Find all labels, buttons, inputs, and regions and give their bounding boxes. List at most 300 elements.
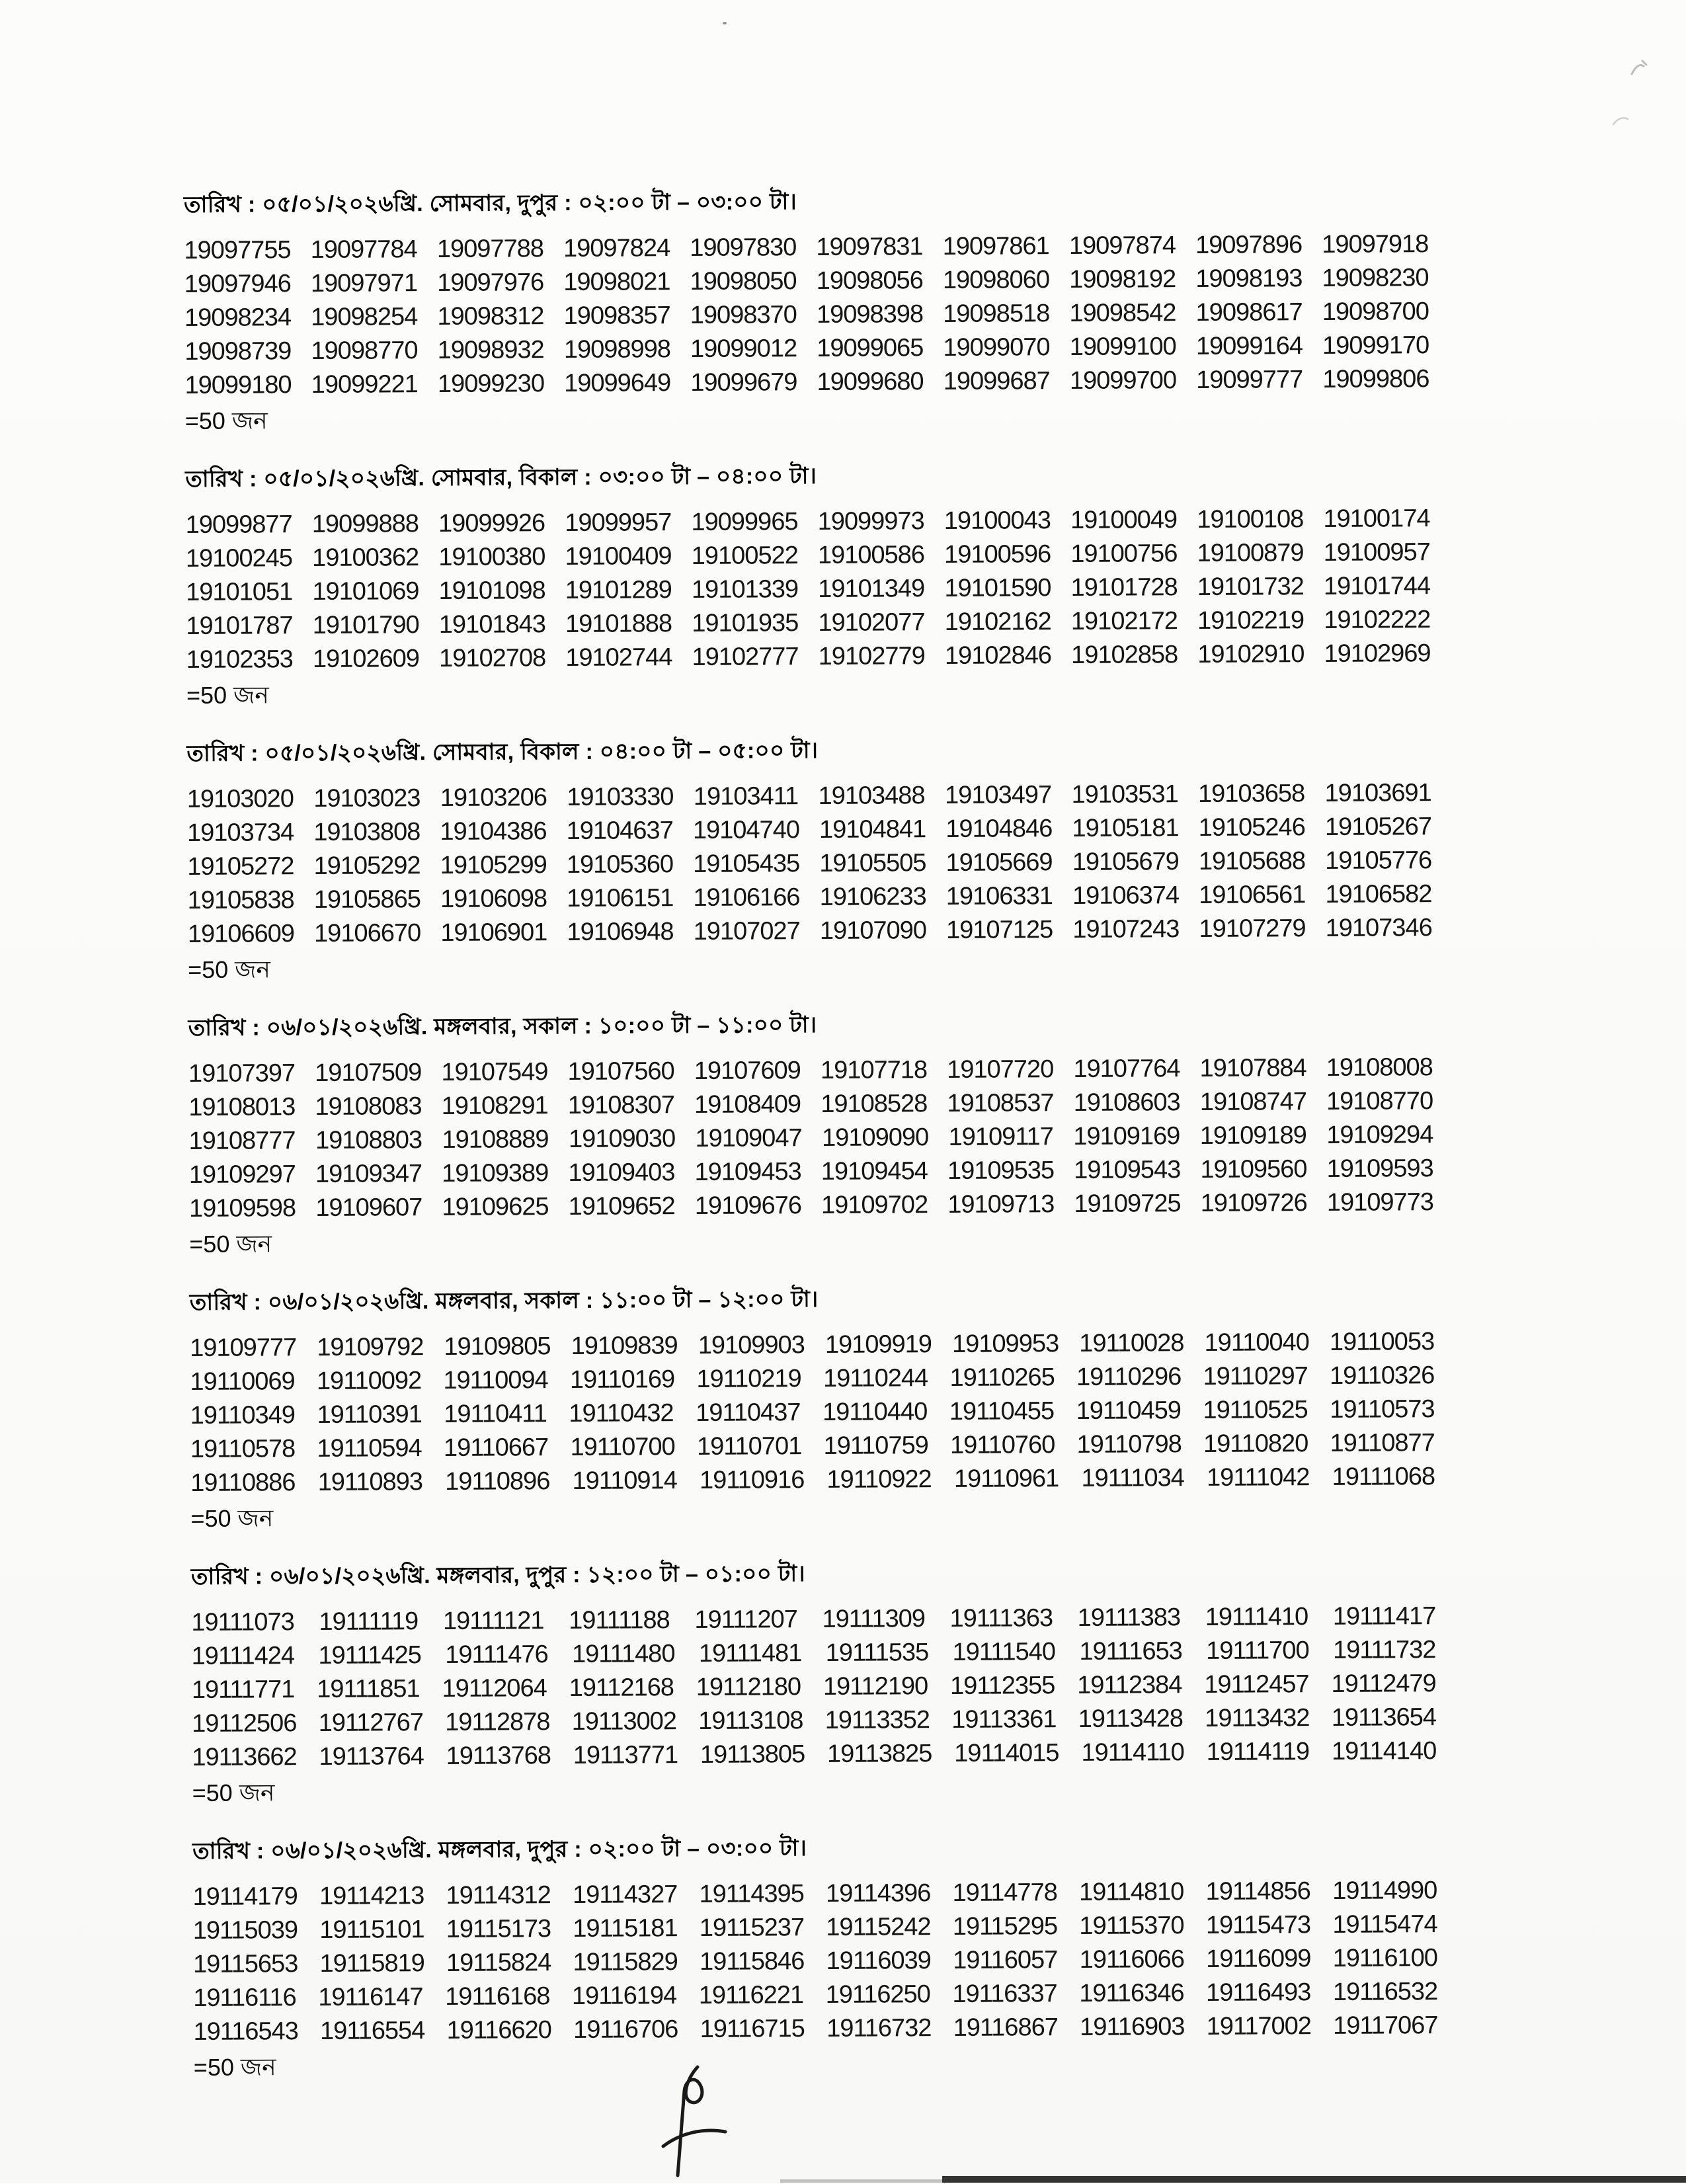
roll-number: 19109453 [694,1158,801,1186]
roll-number: 19112355 [949,1672,1055,1700]
roll-number: 19106151 [567,884,674,912]
roll-number: 19116493 [1205,1978,1311,2007]
roll-number: 19103497 [944,781,1052,809]
roll-number: 19109903 [698,1331,805,1359]
roll-number: 19110701 [696,1432,802,1461]
roll-number: 19098234 [184,303,292,332]
roll-number: 19101888 [565,610,672,638]
schedule-block-list [184,184,1438,2111]
roll-number: 19110092 [316,1367,422,1395]
roll-number: 19111535 [825,1638,929,1667]
roll-number: 19107884 [1199,1054,1306,1082]
roll-number: 19102846 [944,641,1052,670]
roll-number: 19100756 [1070,540,1178,568]
roll-number: 19109389 [442,1159,549,1188]
roll-number: 19098056 [816,266,923,295]
roll-number: 19116168 [445,1982,550,2011]
roll-number: 19098932 [437,336,544,364]
roll-number: 19109773 [1326,1188,1434,1217]
roll-number: 19114856 [1205,1877,1310,1906]
roll-number: 19098370 [690,301,797,329]
roll-number: 19116221 [698,1981,804,2009]
roll-number: 19112506 [192,1709,297,1738]
roll-number: 19107609 [694,1057,801,1085]
roll-number: 19114810 [1078,1878,1184,1906]
roll-number: 19101787 [186,612,293,640]
roll-number: 19112180 [696,1673,801,1701]
roll-number: 19109839 [571,1332,678,1360]
roll-number: 19115370 [1079,1912,1184,1940]
roll-number: 19099230 [437,370,545,398]
roll-number: 19108747 [1199,1088,1307,1116]
roll-number: 19102219 [1197,606,1305,635]
roll-number: 19111424 [191,1642,295,1670]
roll-number: 19115237 [699,1914,805,1942]
roll-number: 19109297 [188,1160,296,1189]
roll-number: 19107718 [820,1056,928,1084]
roll-number: 19115474 [1332,1910,1437,1939]
roll-number: 19116066 [1079,1945,1184,1974]
block-header-date-time: তারিখ : ০৬/০১/২০২৬খ্রি. মঙ্গলবার, সকাল : ১০:০০ টা – ১১:০০ টা। [188,1012,817,1041]
roll-number: 19101098 [438,577,545,605]
roll-number: 19108777 [188,1127,296,1155]
roll-number: 19097946 [184,270,291,298]
roll-number: 19109169 [1073,1122,1180,1151]
roll-number: 19114990 [1332,1877,1437,1905]
roll-number: 19108803 [315,1126,422,1154]
roll-number: 19116099 [1206,1945,1311,1973]
schedule-block [186,733,1432,985]
scan-speck [723,22,727,24]
roll-number-row [193,2009,1437,2049]
roll-number: 19109117 [948,1123,1053,1151]
roll-number: 19100245 [185,544,293,573]
roll-number: 19110798 [1076,1430,1182,1459]
roll-number: 19108889 [442,1125,549,1154]
roll-number: 19111481 [698,1639,802,1668]
roll-number: 19100879 [1197,539,1304,567]
roll-number: 19102353 [186,645,293,674]
roll-number: 19114140 [1331,1737,1437,1765]
roll-number: 19113361 [951,1705,1057,1734]
roll-number: 19115039 [192,1916,298,1945]
roll-number: 19115653 [192,1950,298,1978]
scan-edge-shadow [780,2179,945,2183]
roll-number: 19110896 [445,1467,550,1496]
roll-number: 19098518 [943,300,1050,328]
roll-number: 19103206 [440,784,547,812]
schedule-block [191,1556,1437,1808]
roll-number: 19110411 [444,1400,547,1428]
roll-number: 19097831 [816,233,923,261]
roll-number: 19110914 [572,1467,677,1495]
roll-number: 19101289 [565,576,672,604]
roll-number: 19109294 [1326,1121,1433,1149]
roll-number: 19111034 [1081,1464,1184,1492]
roll-number: 19110437 [696,1398,801,1427]
roll-number: 19104841 [819,815,926,844]
roll-number: 19110244 [823,1364,928,1393]
roll-number: 19110667 [443,1434,549,1462]
roll-number: 19099221 [311,370,418,399]
roll-number: 19108291 [441,1092,548,1120]
roll-number: 19110525 [1203,1396,1308,1424]
roll-number-row [188,911,1432,951]
block-header-date-time: তারিখ : ০৫/০১/২০২৬খ্রি. সোমবার, বিকাল : ০৪:০০ টা – ০৫:০০ টা। [186,737,819,766]
roll-number: 19115819 [319,1949,424,1978]
roll-number: 19114119 [1206,1738,1310,1766]
roll-number: 19107346 [1325,914,1432,942]
roll-number: 19110432 [569,1399,674,1428]
roll-number: 19113764 [319,1742,424,1771]
roll-number: 19116903 [1080,2013,1185,2041]
roll-number: 19111207 [694,1605,797,1634]
roll-number: 19098617 [1195,298,1303,327]
schedule-block [185,458,1431,710]
roll-number-row [190,1460,1435,1500]
roll-number: 19116337 [952,1980,1057,2008]
roll-number: 19106901 [440,918,547,947]
roll-number: 19103808 [313,818,421,846]
roll-number: 19108013 [188,1093,296,1121]
block-header-date-time: তারিখ : ০৬/০১/২০২৬খ্রি. মঙ্গলবার, সকাল : ১১:০০ টা – ১২:০০ টা। [189,1286,819,1315]
roll-number: 19114015 [954,1739,1059,1767]
roll-number: 19111119 [319,1607,419,1636]
roll-number: 19104386 [440,817,547,846]
roll-number: 19114396 [825,1879,931,1908]
roll-number: 19116732 [826,2014,932,2042]
roll-number: 19113805 [700,1740,805,1769]
roll-number: 19115242 [826,1913,931,1941]
roll-number: 19116532 [1332,1978,1438,2006]
roll-number: 19107509 [315,1059,422,1087]
roll-number: 19112878 [445,1708,550,1736]
roll-number: 19117002 [1206,2012,1312,2041]
roll-number: 19115181 [573,1914,678,1943]
roll-number: 19113825 [826,1740,932,1768]
roll-number: 19097976 [437,268,544,297]
block-total-count: =50 জন [190,1504,274,1532]
roll-number: 19100380 [438,543,545,571]
roll-number: 19113654 [1331,1703,1437,1732]
roll-number: 19111653 [1079,1637,1182,1666]
roll-number: 19114312 [446,1881,551,1910]
roll-number: 19099777 [1196,366,1303,394]
roll-number: 19100586 [817,541,925,569]
roll-number: 19111417 [1332,1602,1436,1631]
roll-number: 19105360 [566,850,674,879]
roll-number: 19102172 [1070,607,1178,635]
roll-number: 19111851 [317,1675,420,1703]
roll-number: 19111540 [952,1638,1056,1666]
roll-number: 19110440 [822,1398,928,1426]
roll-number: 19097830 [690,233,797,262]
roll-number: 19105272 [187,852,294,881]
roll-number: 19102777 [692,643,799,671]
roll-number: 19106948 [567,918,674,946]
roll-number: 19115846 [699,1947,805,1976]
roll-number: 19104637 [566,817,673,845]
roll-number: 19097896 [1195,231,1303,259]
roll-number: 19098193 [1195,264,1303,293]
block-header-date-time: তারিখ : ০৬/০১/২০২৬খ্রি. মঙ্গলবার, দুপুর : ১২:০০ টা – ০১:০০ টা। [190,1561,806,1590]
roll-number: 19101069 [312,577,419,606]
roll-number: 19111410 [1205,1603,1308,1631]
roll-number: 19098739 [184,337,292,366]
pencil-mark [1607,106,1633,132]
roll-number: 19105669 [945,848,1053,877]
roll-number: 19105688 [1198,847,1306,875]
roll-number: 19110700 [570,1433,675,1461]
roll-number: 19104846 [945,815,1053,843]
roll-number: 19116057 [953,1946,1058,1974]
roll-number: 19107027 [693,917,800,946]
roll-number: 19099164 [1195,332,1303,360]
roll-number: 19106331 [945,882,1053,910]
roll-number: 19110094 [443,1366,548,1395]
roll-number: 19110893 [317,1468,423,1496]
roll-number: 19099012 [690,335,797,363]
roll-number: 19113108 [698,1707,803,1735]
roll-number: 19113771 [573,1741,678,1769]
roll-number: 19109543 [1074,1156,1181,1184]
roll-number: 19097784 [310,235,417,264]
block-header-date-time: তারিখ : ০৫/০১/২০২৬খ্রি. সোমবার, বিকাল : ০৩:০০ টা – ০৪:০০ টা। [185,463,817,492]
roll-number: 19108603 [1073,1088,1180,1117]
roll-number: 19101935 [692,609,799,637]
roll-number: 19109805 [444,1332,551,1361]
roll-number: 19098060 [942,266,1050,294]
roll-number: 19109625 [442,1193,549,1221]
roll-number: 19111732 [1332,1636,1436,1664]
roll-number: 19109726 [1200,1189,1307,1217]
roll-number: 19099877 [185,510,292,539]
block-total-count: =50 জন [184,407,268,434]
pencil-mark [1626,54,1653,81]
roll-number: 19110886 [190,1469,296,1497]
roll-number: 19109560 [1200,1155,1307,1184]
roll-number: 19106166 [693,883,800,912]
roll-number: 19099679 [690,368,797,397]
roll-number: 19108409 [694,1090,801,1119]
roll-number: 19098312 [437,302,544,331]
roll-number: 19110573 [1330,1395,1435,1424]
roll-number: 19116867 [953,2013,1059,2042]
roll-number: 19099965 [691,508,798,536]
roll-number: 19115101 [319,1916,424,1944]
roll-number: 19115173 [446,1915,551,1943]
roll-number: 19114327 [572,1881,678,1909]
roll-number: 19111383 [1077,1603,1181,1632]
roll-number: 19111771 [191,1676,295,1704]
roll-number: 19099065 [817,334,924,362]
roll-number: 19110219 [696,1365,801,1393]
roll-number-row [184,362,1429,403]
roll-number: 19109792 [317,1333,424,1361]
roll-number: 19110391 [317,1400,422,1429]
roll-number: 19102910 [1197,640,1305,668]
roll-number: 19109607 [315,1193,422,1222]
roll-number: 19108537 [947,1089,1054,1117]
roll-number: 19102077 [818,608,925,637]
roll-number: 19106609 [187,920,295,948]
roll-number: 19110296 [1076,1363,1182,1391]
roll-number: 19105246 [1198,813,1305,842]
roll-number: 19107549 [441,1058,548,1086]
roll-number: 19116620 [446,2016,551,2044]
roll-number: 19099100 [1069,333,1176,361]
roll-number: 19112064 [442,1674,547,1703]
roll-number: 19099957 [565,508,672,537]
roll-number: 19098700 [1322,298,1429,326]
roll-number: 19099649 [564,369,671,397]
roll-number: 19105838 [187,886,294,914]
roll-number-row [189,1186,1433,1226]
roll-number: 19100409 [565,542,672,571]
roll-number: 19116194 [571,1982,677,2010]
roll-number: 19101590 [944,574,1051,602]
roll-number: 19099888 [311,510,419,538]
roll-number: 19111068 [1332,1463,1435,1491]
roll-number: 19109347 [315,1160,422,1188]
roll-number: 19105292 [313,852,421,880]
roll-number: 19098021 [563,268,670,296]
roll-number: 19103531 [1071,780,1178,809]
roll-number: 19109652 [568,1192,675,1221]
roll-number: 19099180 [184,371,292,399]
block-total-count: =50 জন [188,955,271,983]
roll-number: 19112190 [823,1672,928,1701]
schedule-block [184,184,1429,436]
block-total-count: =50 জন [192,1779,275,1806]
roll-number: 19097755 [184,236,291,264]
roll-number: 19099687 [943,367,1050,395]
roll-number: 19112457 [1204,1670,1309,1699]
roll-number: 19099680 [817,368,924,396]
roll-number: 19097788 [436,235,544,263]
roll-number: 19099806 [1322,365,1429,393]
roll-number: 19116543 [193,2017,298,2046]
roll-number: 19106561 [1199,881,1306,909]
roll-number: 19105435 [693,850,800,878]
roll-number: 19109454 [821,1157,928,1186]
roll-number: 19114110 [1081,1738,1184,1767]
schedule-block [188,1007,1434,1259]
roll-number: 19115473 [1205,1911,1311,1939]
block-header-date-time: তারিখ : ০৬/০১/২০২৬খ্রি. মঙ্গলবার, দুপুর : ০২:০০ টা – ০৩:০০ টা। [192,1836,807,1864]
roll-number: 19102609 [312,645,420,673]
roll-number: 19113768 [446,1742,551,1770]
roll-number: 19116039 [826,1947,931,1975]
roll-number: 19100522 [691,542,798,570]
roll-number: 19111363 [949,1604,1053,1633]
roll-number: 19103020 [186,785,294,813]
roll-number: 19105505 [819,849,926,877]
roll-number-row [186,637,1431,677]
handwritten-signature-squiggle [651,2062,744,2184]
roll-number: 19109598 [188,1194,296,1223]
roll-number-row [192,1734,1436,1775]
roll-number: 19110594 [317,1434,422,1463]
roll-number: 19109725 [1074,1190,1181,1218]
roll-number: 19110459 [1076,1396,1182,1425]
roll-number: 19099700 [1069,366,1177,395]
roll-number: 19097971 [310,269,418,298]
roll-number: 19110265 [949,1363,1055,1392]
roll-number: 19101339 [691,575,799,604]
roll-number: 19107560 [567,1057,674,1086]
roll-number: 19115824 [446,1949,551,1977]
roll-number: 19113662 [192,1743,297,1771]
roll-number: 19106233 [819,883,926,911]
roll-number: 19098192 [1069,265,1176,294]
roll-number: 19115295 [952,1912,1058,1941]
roll-number: 19107397 [188,1059,296,1088]
roll-number: 19097824 [563,234,670,263]
roll-number: 19106670 [313,919,421,948]
roll-number: 19107279 [1199,914,1306,943]
roll-number: 19102744 [565,643,672,672]
roll-number: 19110877 [1330,1429,1435,1457]
roll-number: 19116706 [573,2015,678,2044]
roll-number: 19101732 [1197,573,1304,601]
roll-number: 19100957 [1323,538,1430,567]
roll-number: 19101790 [312,611,419,639]
roll-number: 19116715 [700,2015,805,2043]
roll-number: 19098230 [1322,264,1429,292]
roll-number: 19111073 [191,1608,294,1637]
roll-number: 19098357 [563,302,670,330]
roll-number: 19102858 [1071,641,1178,669]
roll-number: 19109535 [947,1156,1055,1185]
roll-number: 19110040 [1204,1328,1309,1357]
roll-number: 19105267 [1324,813,1432,841]
roll-number: 19108008 [1326,1053,1433,1082]
roll-number: 19107720 [947,1055,1054,1084]
roll-number: 19099926 [438,509,545,538]
roll-number: 19109713 [947,1190,1055,1219]
roll-number: 19110169 [569,1365,675,1394]
roll-number: 19111121 [442,1607,544,1635]
roll-number: 19116147 [318,1983,423,2011]
roll-number: 19098398 [816,300,924,329]
roll-number: 19103411 [693,782,799,811]
roll-number: 19101843 [438,610,546,639]
roll-number: 19099973 [817,507,924,536]
roll-number: 19109777 [190,1334,297,1362]
block-total-count: =50 জন [193,2053,276,2081]
roll-number: 19098254 [311,303,418,331]
roll-number: 19112479 [1331,1670,1436,1698]
roll-number: 19110922 [826,1465,932,1494]
roll-number: 19103734 [186,819,294,847]
roll-number: 19109403 [568,1158,675,1187]
roll-number: 19097861 [942,232,1049,261]
roll-number: 19105679 [1072,848,1179,876]
roll-number: 19097874 [1068,231,1176,260]
roll-number: 19102222 [1324,606,1431,634]
roll-number: 19112767 [318,1709,424,1737]
roll-number: 19111700 [1206,1637,1309,1665]
roll-number: 19111476 [445,1640,548,1669]
roll-number: 19110578 [190,1435,296,1463]
roll-number: 19099070 [943,333,1050,362]
roll-number: 19100043 [943,506,1051,535]
roll-number: 19104740 [692,816,800,844]
roll-number: 19110069 [190,1367,295,1396]
roll-number: 19105299 [440,851,547,879]
roll-number: 19097918 [1322,230,1429,259]
